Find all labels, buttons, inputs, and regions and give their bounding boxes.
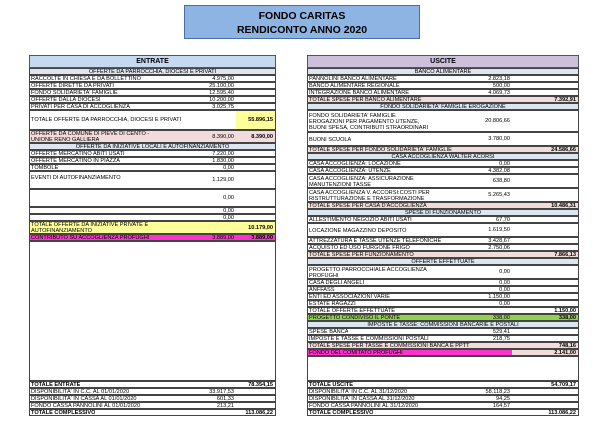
uscite-row-amount: 4.382,08	[488, 167, 510, 174]
disponibilita-row-label: DISPONIBILITA' IN C.C. AL 01/01/2020	[31, 389, 130, 395]
uscite-row-label: BANCO ALIMENTARE REGIONALE	[309, 83, 400, 90]
uscite-row-amount: 218,75	[492, 335, 510, 342]
uscite-row	[307, 216, 579, 223]
total-casa-row-label: TOTALE SPESE PER CASA D'ACCOGLIENZA	[309, 203, 427, 209]
entrate-row	[29, 82, 276, 89]
total-effettuate-row	[307, 307, 579, 314]
entrate-row	[29, 214, 276, 221]
uscite-row-label: CASA DEGLI ANGELI	[309, 280, 365, 287]
disponibilita-row	[307, 395, 579, 402]
total-funzionamento-row-total: 7.866,13	[554, 251, 576, 258]
uscite-row-amount: 0,00	[499, 160, 510, 167]
uscite-row-label: BUONI SPESA, CONTRIBUTI STRAORDINARI	[309, 125, 429, 132]
entrate-row	[29, 189, 276, 207]
uscite-row	[307, 188, 579, 202]
uscite-row-label: CASA ACCOGLIENZA: LOCAZIONE	[309, 161, 401, 168]
entrate-row-amount: 12.595,40	[209, 89, 234, 96]
uscite-row-amount: 638,80	[492, 178, 510, 184]
uscite-row-amount: 0,00	[499, 269, 510, 275]
total-banco-row-total: 7.392,91	[554, 96, 576, 103]
uscite-row-amount: 529,41	[492, 328, 510, 335]
uscite-row-label: ALLESTIMENTO NEGOZIO ABITI USATI	[309, 217, 412, 224]
entrate-row	[29, 171, 276, 189]
uscite-row-label: SPESE BANCA	[309, 329, 349, 336]
total-iniziative-row-label: AUTOFINANZIAMENTO	[31, 228, 93, 235]
entrate-row-label: RACCOLTE IN CHIESA E DA BOLLETTINO	[31, 76, 141, 82]
comune-row-label: OFFERTE DA COMUNE DI PIEVE DI CENTO -	[31, 131, 150, 137]
total-fondo-row-total: 24.586,66	[551, 146, 576, 153]
totale-complessivo-row	[29, 409, 276, 416]
entrate-row-amount: 3.025,75	[212, 103, 234, 110]
uscite-row-label: ENTI ED ASSOCIAZIONI VARIE	[309, 294, 391, 301]
uscite-row-amount: 3.428,67	[488, 237, 510, 244]
total-banco-row-label: TOTALE SPESE PER BANCO ALIMENTARE	[309, 97, 422, 103]
uscite-row-amount: 3.780,00	[488, 136, 510, 142]
total-iniziative-row-label: TOTALE OFFERTE DA INIZIATIVE PRIVATE E	[31, 222, 149, 228]
uscite-row	[307, 300, 579, 307]
uscite-row-amount: 5.265,43	[488, 192, 510, 198]
disponibilita-row	[29, 395, 276, 402]
entrate-row-amount: 1.129,00	[212, 177, 234, 183]
entrate-row	[29, 75, 276, 82]
disponibilita-row-label: DISPONIBILITA' IN CASSA AL 01/01/2020	[31, 396, 137, 402]
uscite-row-amount: 20.806,66	[485, 118, 510, 124]
totale-complessivo-row-label: TOTALE COMPLESSIVO	[309, 410, 374, 416]
entrate-row-label: OFFERTE MERCATINO IN PIAZZA	[31, 158, 120, 164]
profughi-row-amount: 3.889,00	[212, 234, 234, 241]
uscite-row	[307, 286, 579, 293]
entrate-row-label: PRIVATI PER CASA DI ACCOGLIENZA	[31, 104, 130, 110]
uscite-row	[307, 160, 579, 167]
entrate-row-amount: 7.220,00	[212, 150, 234, 157]
disponibilita-row-amount: 33.917,53	[209, 388, 234, 395]
uscite-row-amount: 0,00	[499, 286, 510, 293]
uscite-row-label: LOCAZIONE MAGAZZINO DEPOSITO	[309, 227, 407, 234]
uscite-row	[307, 237, 579, 244]
entrate-row	[29, 89, 276, 96]
entrate-row-label: FONDO SOLIDARIETA' FAMIGLIE	[31, 90, 118, 96]
entrate-row	[29, 96, 276, 103]
totale-entrate-row-label: TOTALE ENTRATE	[31, 382, 81, 388]
entrate-row	[29, 157, 276, 164]
uscite-row-label: PANNOLINI BANCO ALIMENTARE	[309, 76, 397, 83]
section-fondo: FONDO SOLIDARIETA' FAMIGLIE EROGAZIONE	[307, 103, 579, 110]
uscite-row-amount: 500,00	[492, 82, 510, 89]
disponibilita-row-label: DISPONIBILITA' IN C.C. AL 31/12/2020	[309, 389, 408, 395]
uscite-row-amount: 1.150,00	[488, 293, 510, 300]
totale-entrate-row	[29, 381, 276, 388]
entrate-blank-area	[29, 241, 276, 381]
total-imposte-row-total: 748,16	[558, 342, 576, 349]
total-parrocchia-row	[29, 110, 276, 130]
total-fondo-row-label: TOTALE SPESE PER FONDO SOLIDARIETA' FAMIGLIE	[309, 147, 452, 153]
total-imposte-row-label: TOTALE SPESE PER TASSE E COMMISSIONI BANCA E PPTT	[309, 343, 470, 349]
ponte-row	[307, 314, 579, 321]
uscite-row-label: FONDO SOLIDARIETA' FAMIGLIE	[309, 112, 396, 119]
entrate-row	[29, 103, 276, 110]
uscite-row-label: ACQUISTO ED USO FURGONE FRIGO	[309, 245, 410, 252]
section-casa: CASA ACCOGLIENZA WALTER ACORSI	[307, 153, 579, 160]
uscite-blank-area	[307, 356, 579, 381]
uscite-row-amount: 2.823,18	[488, 75, 510, 82]
uscite-row-label: RISTRUTTURAZIONE E TRASFORMAZIONE	[309, 196, 425, 202]
totale-uscite-row-label: TOTALE USCITE	[309, 382, 353, 388]
entrate-row-label: OFFERTE MERCATINO ABITI USATI	[31, 151, 125, 157]
fondo-profughi-row-total: 2.141,00	[554, 349, 576, 356]
uscite-header: USCITE	[307, 55, 579, 68]
uscite-row-label: ESTATE RAGAZZI	[309, 301, 356, 308]
uscite-row-label: CASA ACCOGLIENZA: UTENZE	[309, 168, 391, 175]
section-iniziative: OFFERTE DA INIZIATIVE LOCALI E AUTOFINANZIAMENTO	[29, 143, 276, 150]
disponibilita-row-amount: 601,33	[216, 395, 234, 402]
comune-row-label: UNIONE RENO GALLIERA	[31, 137, 100, 144]
report-title	[184, 5, 420, 39]
total-imposte-row	[307, 342, 579, 349]
uscite-row-amount: 2.750,06	[488, 244, 510, 251]
disponibilita-row	[29, 388, 276, 395]
totale-complessivo-row	[307, 409, 579, 416]
uscite-row-amount: 1.619,50	[488, 227, 510, 233]
section-banco: BANCO ALIMENTARE	[307, 68, 579, 75]
uscite-row	[307, 328, 579, 335]
title-line2: RENDICONTO ANNO 2020	[236, 24, 368, 36]
totale-uscite-row-total: 54.709,17	[551, 381, 576, 388]
disponibilita-row-label: DISPONIBILITA' IN CASSA AL 31/12/2020	[309, 396, 415, 402]
total-casa-row-total: 10.486,31	[551, 202, 576, 209]
uscite-row-label: ATTREZZATURA E TASSE UTENZE TELEFONICHE	[309, 238, 442, 245]
uscite-row	[307, 132, 579, 146]
profughi-row	[29, 234, 276, 241]
ponte-row-total: 338,00	[558, 314, 576, 321]
uscite-row-label: EROGAZIONI PER PAGAMENTO UTENZE,	[309, 118, 420, 125]
uscite-row	[307, 265, 579, 279]
disponibilita-row	[29, 402, 276, 409]
entrate-row-amount: 0,00	[223, 214, 234, 221]
total-casa-row	[307, 202, 579, 209]
entrate-row-amount: 10.200,00	[209, 96, 234, 103]
comune-row	[29, 130, 276, 143]
total-parrocchia-row-total: 55.896,15	[248, 117, 273, 123]
entrate-row-amount: 0,00	[223, 207, 234, 214]
entrate-row	[29, 164, 276, 171]
total-parrocchia-row-label: TOTALE OFFERTE DA PARROCCHIA, DIOCESI E PRIVATI	[31, 117, 182, 123]
disponibilita-row-amount: 164,57	[492, 402, 510, 409]
section-imposte: IMPOSTE E TASSE: COMMISSIONI BANCARIE E POSTALI	[307, 321, 579, 328]
uscite-row-label: BUONI SCUOLA	[309, 136, 352, 143]
entrate-row-amount: 1.830,00	[212, 157, 234, 164]
total-effettuate-row-total: 1.150,00	[554, 307, 576, 314]
uscite-row	[307, 293, 579, 300]
uscite-row	[307, 335, 579, 342]
uscite-row	[307, 244, 579, 251]
entrate-row-label: OFFERTE DIRETTE DA PRIVATI	[31, 83, 114, 89]
title-line1: FONDO CARITAS	[258, 10, 346, 22]
disponibilita-row-amount: 213,21	[216, 402, 234, 409]
totale-complessivo-row-total: 113.086,22	[245, 409, 273, 416]
disponibilita-row-label: FONDO CASSA PANNOLINI AL 31/12/2020	[309, 403, 419, 409]
comune-row-total: 8.390,00	[251, 133, 273, 140]
uscite-row	[307, 110, 579, 132]
uscite-row-label: IMPOSTE E TASSE E COMMISSIONI POSTALI	[309, 336, 429, 343]
fondo-profughi-row-label: FONDO DEL COMITATO PROFUGHI	[309, 350, 403, 356]
uscite-row-label: CASA ACCOGLIENZA V. ACCORSI:COSTI PER	[309, 189, 430, 196]
profughi-row-label: CONTRIBUTO SU ACCOGLIENZA PROFUGHI	[31, 235, 150, 241]
totale-entrate-row-total: 78.354,15	[248, 381, 273, 388]
entrate-row-label: TOMBOLE	[31, 165, 59, 171]
uscite-row-label: PROGETTO PARROCCHIALE ACCOGLIENZA	[309, 266, 427, 273]
entrate-row-amount: 4.975,00	[212, 75, 234, 82]
uscite-row	[307, 75, 579, 82]
disponibilita-row-label: FONDO CASSA PANNOLINI AL 01/01/2020	[31, 403, 141, 409]
entrate-row-amount: 0,00	[223, 164, 234, 171]
uscite-row-amount: 67,70	[496, 216, 510, 223]
uscite-row	[307, 279, 579, 286]
total-funzionamento-row	[307, 251, 579, 258]
section-parrocchia: OFFERTE DA PARROCCHIA, DIOCESI E PRIVATI	[29, 68, 276, 75]
uscite-row-label: PROFUGHI	[309, 273, 339, 279]
fondo-profughi-row	[307, 349, 579, 356]
uscite-row-amount: 0,00	[499, 300, 510, 307]
totale-uscite-row	[307, 381, 579, 388]
entrate-row-label: EVENTI DI AUTOFINANZIAMENTO	[31, 175, 121, 181]
uscite-row-label: CASA ACCOGLIENZA: ASSICURAZIONE	[309, 175, 414, 182]
disponibilita-row-amount: 58.118,23	[485, 388, 510, 395]
disponibilita-row	[307, 388, 579, 395]
entrate-row	[29, 150, 276, 157]
uscite-row-amount: 0,00	[499, 279, 510, 286]
uscite-row	[307, 223, 579, 237]
uscite-row-label: MANUTENZIONI TASSE	[309, 182, 371, 188]
uscite-row-label: ANFFASS	[309, 287, 335, 294]
ponte-row-amount: 338,00	[492, 314, 510, 321]
uscite-row	[307, 174, 579, 188]
totale-complessivo-row-total: 113.086,22	[548, 409, 576, 416]
section-effettuate: OFFERTE EFFETTUATE	[307, 258, 579, 265]
profughi-row-total: 3.889,00	[251, 234, 273, 241]
entrate-header: ENTRATE	[29, 55, 276, 68]
total-banco-row	[307, 96, 579, 103]
ponte-row-label: PROGETTO CONDIVISO IL PONTE	[309, 315, 401, 321]
entrate-row	[29, 207, 276, 214]
total-effettuate-row-label: TOTALE OFFERTE EFFETTUATE	[309, 308, 395, 314]
entrate-row-amount: 0,00	[223, 195, 234, 201]
disponibilita-row-amount: 94,25	[496, 395, 510, 402]
totale-complessivo-row-label: TOTALE COMPLESSIVO	[31, 410, 96, 416]
total-fondo-row	[307, 146, 579, 153]
uscite-row-amount: 4.069,73	[488, 89, 510, 96]
uscite-row-label: INTEGRAZIONE BANCO ALIMENTARE	[309, 90, 409, 97]
uscite-row	[307, 82, 579, 89]
entrate-row-label: OFFERTE DALLA DIOCESI	[31, 97, 101, 103]
disponibilita-row	[307, 402, 579, 409]
total-iniziative-row	[29, 221, 276, 234]
uscite-row	[307, 89, 579, 96]
entrate-row-amount: 25.100,00	[209, 82, 234, 89]
total-funzionamento-row-label: TOTALE SPESE PER FUNZIONAMENTO	[309, 252, 414, 258]
comune-row-amount: 8.390,00	[212, 133, 234, 140]
section-funzionamento: SPESE DI FUNZIONAMENTO	[307, 209, 579, 216]
total-iniziative-row-total: 10.179,00	[248, 224, 273, 231]
uscite-row	[307, 167, 579, 174]
